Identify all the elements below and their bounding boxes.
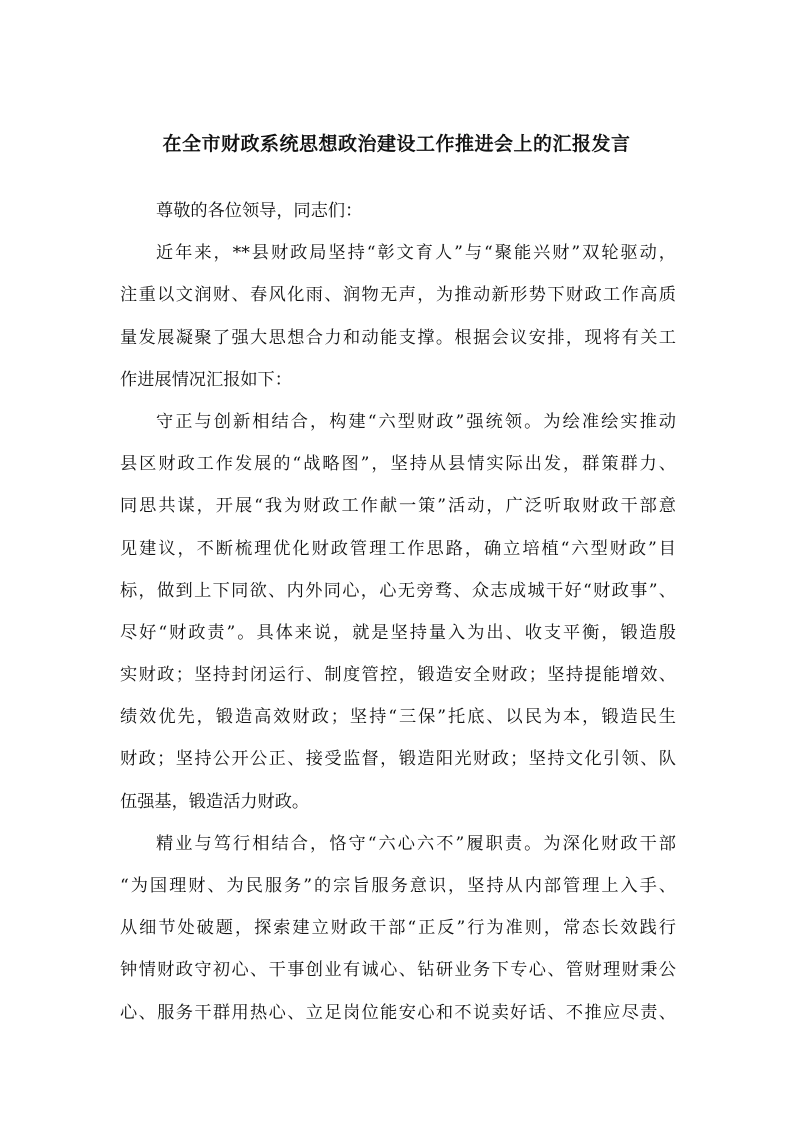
greeting: 尊敬的各位领导，同志们： [156,201,363,221]
paragraph-line: 绩效优先，锻造高效财政；坚持“三保”托底、以民为本，锻造民生 [120,707,676,728]
paragraph-line: 注重以文润财、春风化雨、润物无声，为推动新形势下财政工作高质 [120,285,676,306]
paragraph-line: 作进展情况汇报如下： [120,369,292,390]
paragraph-line: 尽好“财政责”。具体来说，就是坚持量入为出、收支平衡，锻造殷 [120,622,676,643]
paragraph-line: 守正与创新相结合，构建“六型财政”强统领。为绘准绘实推动 [156,411,676,432]
paragraph-line: “为国理财、为民服务”的宗旨服务意识，坚持从内部管理上入手、 [120,876,676,896]
paragraph-line: 精业与笃行相结合，恪守“六心六不”履职责。为深化财政干部 [156,833,676,854]
paragraph-line: 见建议，不断梳理优化财政管理工作思路，确立培植“六型财政”目 [120,538,676,559]
paragraph-line: 标，做到上下同欲、内外同心，心无旁骛、众志成城干好“财政事”、 [120,580,676,601]
paragraph-line: 从细节处破题，探索建立财政干部“正反”行为准则，常态长效践行 [120,918,676,939]
document-title: 在全市财政系统思想政治建设工作推进会上的汇报发言 [162,133,631,155]
document-body [120,195,676,1039]
paragraph-line: 同思共谋，开展“我为财政工作献一策”活动，广泛听取财政干部意 [120,496,676,517]
paragraph-1 [120,237,676,406]
paragraph-2 [120,406,676,828]
paragraph-line: 伍强基，锻造活力财政。 [120,791,310,812]
paragraph-line: 心、服务干群用热心、立足岗位能安心和不说卖好话、不推应尽责、 [120,1002,676,1023]
paragraph-line: 钟情财政守初心、干事创业有诚心、钻研业务下专心、管财理财秉公 [120,960,676,981]
paragraph-line: 量发展凝聚了强大思想合力和动能支撑。根据会议安排，现将有关工 [120,327,676,348]
paragraph-line: 财政；坚持公开公正、接受监督，锻造阳光财政；坚持文化引领、队 [120,749,676,770]
paragraph-line: 近年来，**县财政局坚持“彰文育人”与“聚能兴财”双轮驱动， [156,243,676,264]
paragraph-3 [120,828,676,1039]
paragraph-line: 实财政；坚持封闭运行、制度管控，锻造安全财政；坚持提能增效、 [120,665,676,686]
paragraph-line: 县区财政工作发展的“战略图”，坚持从县情实际出发，群策群力、 [120,454,676,475]
